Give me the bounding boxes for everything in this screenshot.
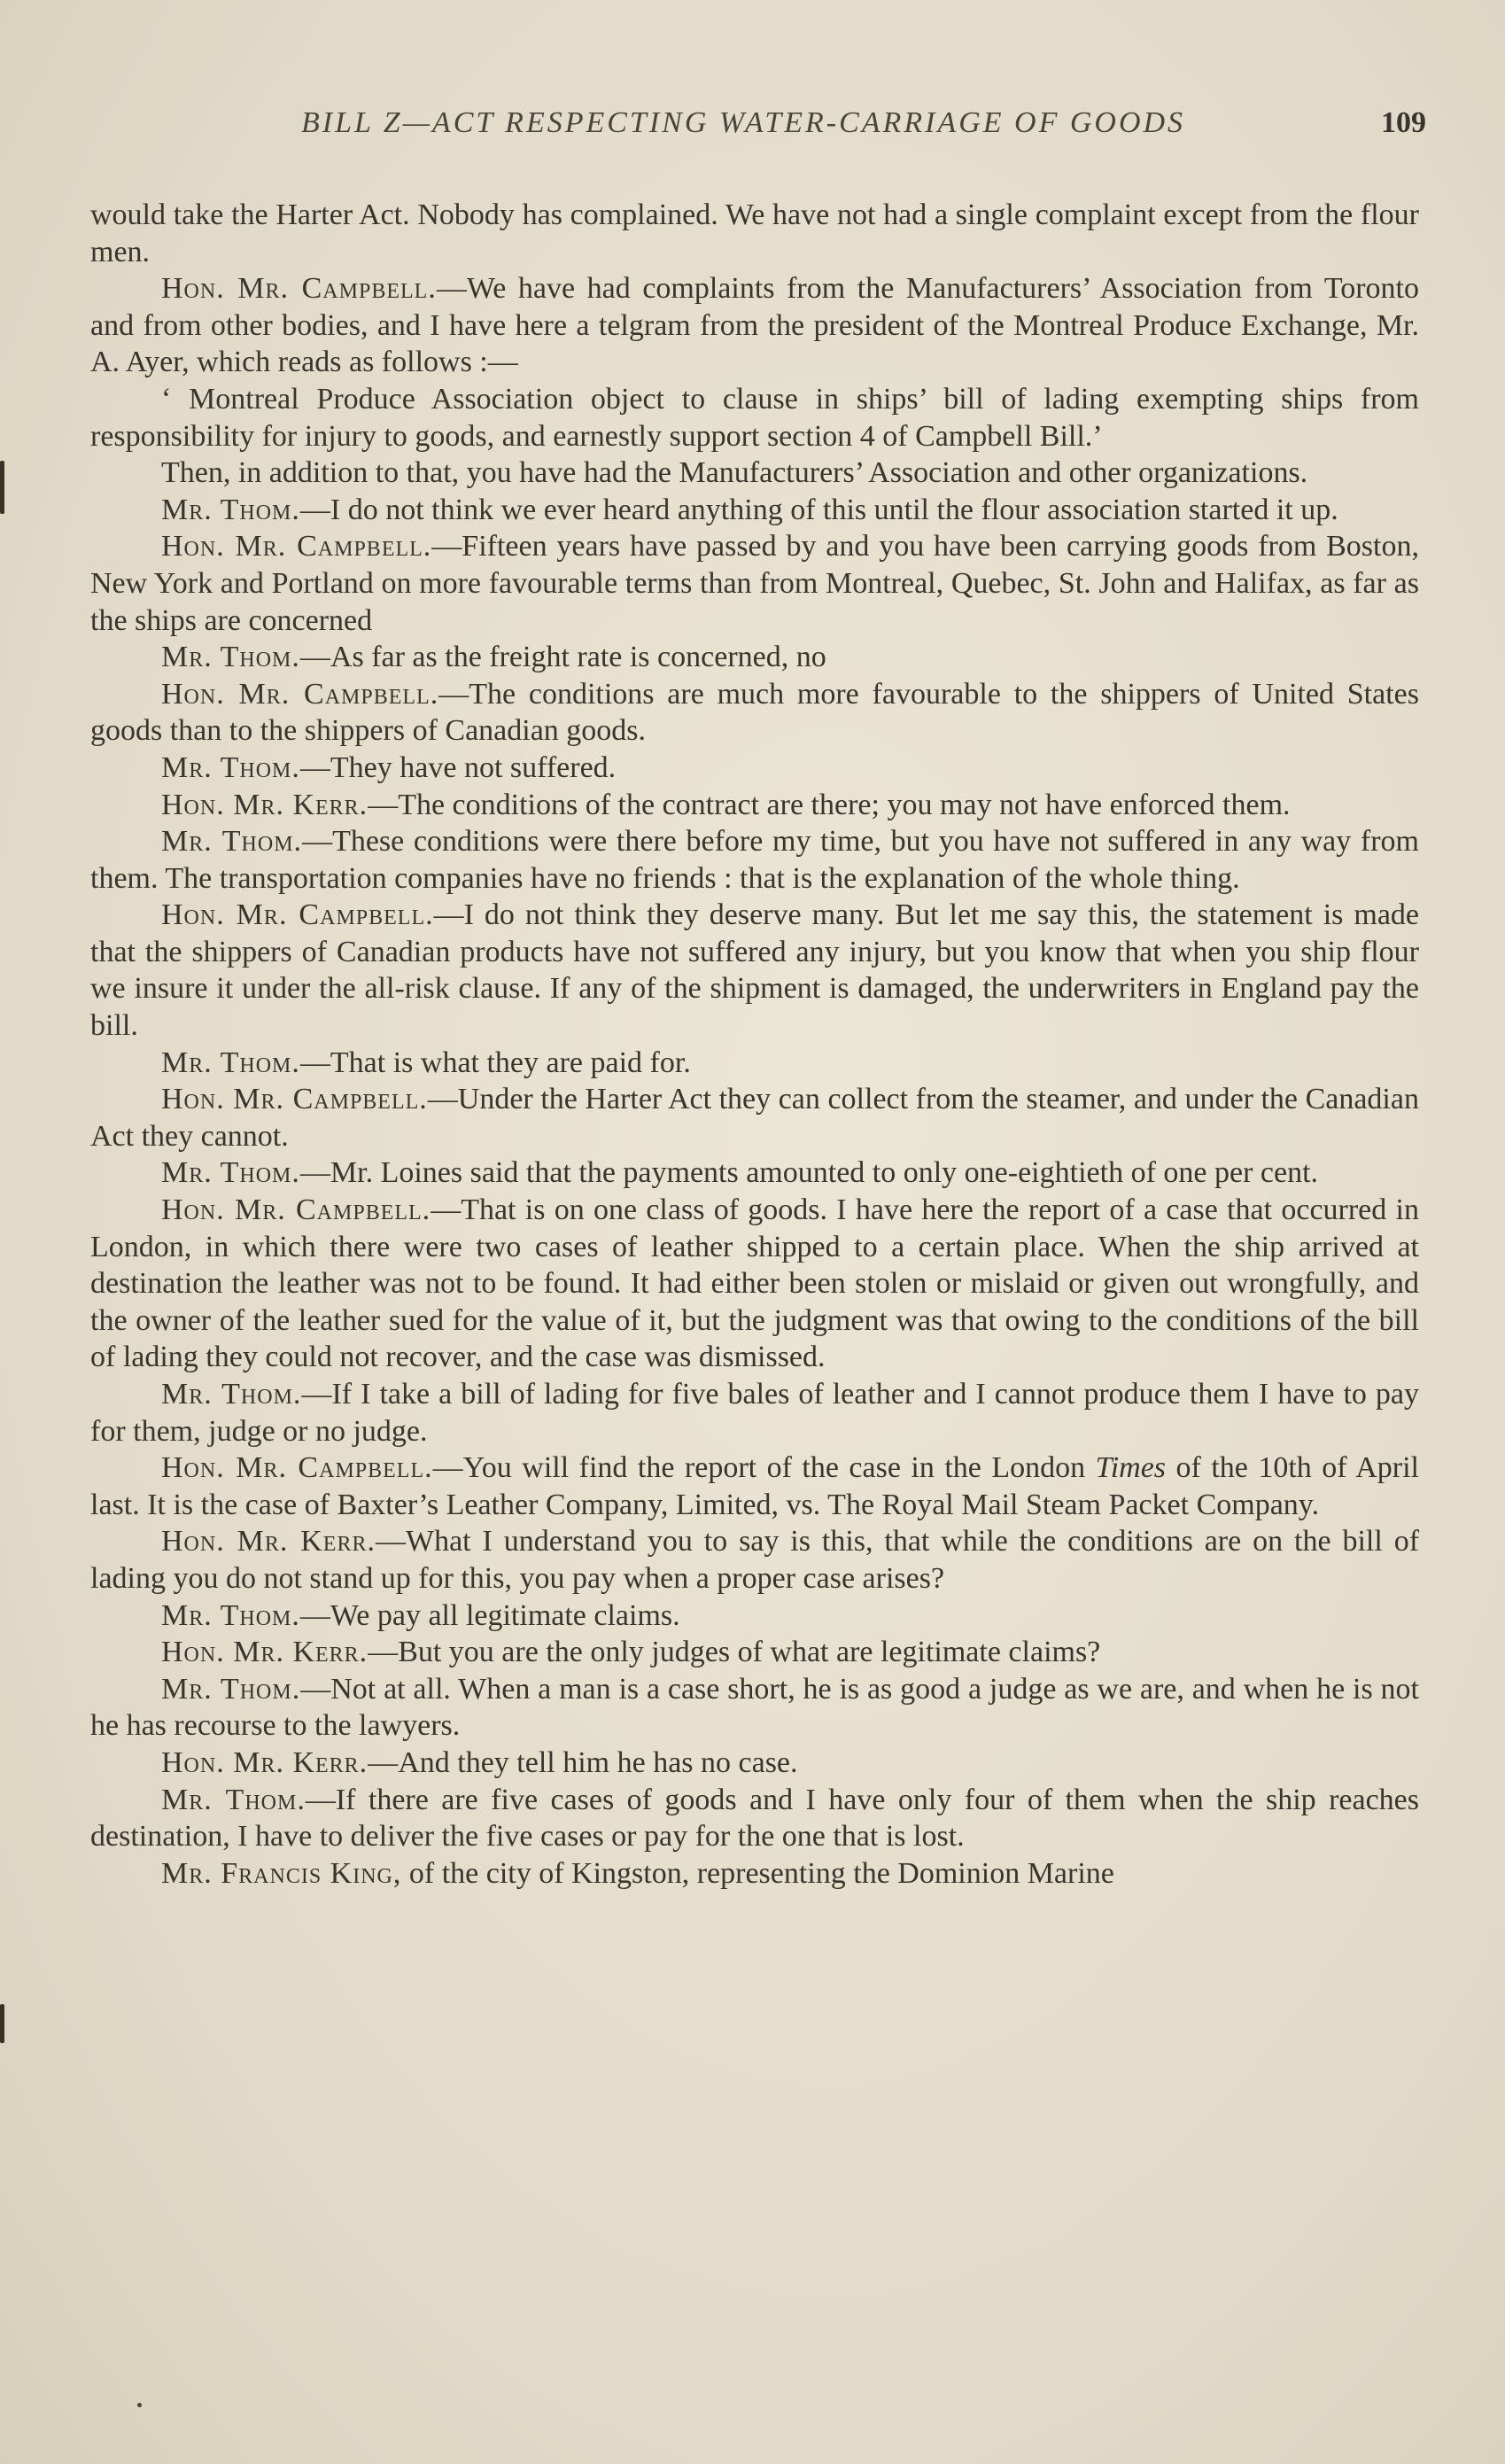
paragraph-text: —That is what they are paid for. xyxy=(299,1045,691,1079)
paragraph xyxy=(90,492,1419,529)
paragraph xyxy=(90,455,1419,492)
paragraph xyxy=(90,1782,1419,1855)
speaker-name: Hon. Mr. Campbell. xyxy=(161,1451,433,1485)
paragraph xyxy=(90,270,1419,381)
paragraph-text: Then, in addition to that, you have had the Manufacturers’ Association and other organizations. xyxy=(161,456,1308,490)
paragraph xyxy=(90,1192,1419,1376)
paragraph xyxy=(90,1450,1419,1523)
paragraph xyxy=(90,1154,1419,1192)
paragraph-text: —That is on one class of goods. I have here the report of a case that occurred in London, in which there were two cases of leather shipped to a certain place. When the ship arrived at destination the leather was not to be found. It had either been stolen or mislaid or given out wrongfully, and the owner of the leather sued for the value of it, but the judgment was that owing to the conditions of the bill of lading they could not recover, and the case was dismissed. xyxy=(90,1193,1419,1374)
speaker-name: Mr. Thom. xyxy=(161,1378,302,1411)
paragraph xyxy=(90,1081,1419,1154)
paragraph-text: —We pay all legitimate claims. xyxy=(299,1598,680,1632)
speaker-name: Hon. Mr. Campbell. xyxy=(161,272,437,306)
speaker-name: Mr. Thom. xyxy=(161,1156,300,1190)
paragraph xyxy=(90,1597,1419,1635)
speck-mark xyxy=(137,2403,142,2407)
paragraph xyxy=(90,1523,1419,1597)
paragraph xyxy=(90,528,1419,639)
paragraph-text: —The conditions of the contract are there; you may not have enforced them. xyxy=(368,788,1291,821)
speaker-name: Mr. Francis King, xyxy=(161,1856,402,1890)
speaker-name: Mr. Thom. xyxy=(161,1598,300,1632)
page-header xyxy=(301,106,1426,159)
speaker-name: Hon. Mr. Campbell. xyxy=(161,1083,428,1116)
speaker-name: Hon. Mr. Campbell. xyxy=(161,1193,431,1227)
page-edge-mark-top xyxy=(0,461,4,514)
paragraph-text: —And they tell him he has no case. xyxy=(368,1745,798,1779)
speaker-name: Hon. Mr. Kerr. xyxy=(161,1525,376,1558)
speaker-name: Mr. Thom. xyxy=(161,1783,306,1816)
paragraph-text: —Fifteen years have passed by and you have been carrying goods from Boston, New York and Portland on more favourable terms than from Montreal, Quebec, St. John and Halifax, as far as the ships are concerned xyxy=(90,530,1419,637)
paragraph-text: —If I take a bill of lading for five bales of leather and I cannot produce them I have to pay for them, judge or no judge. xyxy=(90,1378,1420,1448)
paragraph xyxy=(90,823,1419,897)
paragraph xyxy=(90,639,1419,676)
running-head: BILL Z—ACT RESPECTING WATER-CARRIAGE OF GOODS xyxy=(301,106,1186,139)
speaker-name: Hon. Mr. Kerr. xyxy=(161,1745,368,1779)
speaker-name: Hon. Mr. Campbell. xyxy=(161,530,432,564)
speaker-name: Hon. Mr. Campbell. xyxy=(161,898,434,932)
speaker-name: Hon. Mr. Kerr. xyxy=(161,1636,368,1669)
paragraph-text: —But you are the only judges of what are legitimate claims? xyxy=(368,1636,1101,1669)
paragraph xyxy=(90,197,1419,270)
paragraph xyxy=(90,897,1419,1044)
speaker-name: Mr. Thom. xyxy=(161,1672,301,1706)
paragraph-text: —What I understand you to say is this, that while the conditions are on the bill of lading you do not stand up for this, you pay when a proper case arises? xyxy=(90,1525,1420,1595)
body-text xyxy=(90,197,1419,1892)
speaker-name: Hon. Mr. Kerr. xyxy=(161,788,368,821)
paragraph-text: —I do not think they deserve many. But let me say this, the statement is made that the shippers of Canadian products have not suffered any injury, but you know that when you ship flour we insure it under the all-risk clause. If any of the shipment is damaged, the underwriters in England pay the bill. xyxy=(90,898,1419,1043)
speaker-name: Mr. Thom. xyxy=(161,825,303,859)
paragraph xyxy=(90,381,1419,455)
paragraph-text: —Mr. Loines said that the payments amounted to only one-eightieth of one per cent. xyxy=(299,1156,1319,1190)
paragraph xyxy=(90,1045,1419,1082)
paragraph-text: —Under the Harter Act they can collect from the steamer, and under the Canadian Act they cannot. xyxy=(90,1083,1419,1153)
paragraph-text: ‘ Montreal Produce Association object to clause in ships’ bill of lading exempting ships from responsibility for injury to goods, and earnestly support section 4 of Campbell Bill.’ xyxy=(90,382,1419,453)
paragraph-text: —The conditions are much more favourable to the shippers of United States goods than to the shippers of Canadian goods. xyxy=(90,677,1419,748)
paragraph xyxy=(90,750,1419,787)
paragraph xyxy=(90,787,1419,824)
italic-text: Times xyxy=(1095,1451,1167,1485)
speaker-name: Mr. Thom. xyxy=(161,750,300,784)
paragraph xyxy=(90,1855,1419,1893)
paragraph-text: —I do not think we ever heard anything of this until the flour association started it up. xyxy=(299,493,1338,526)
paragraph-text: —As far as the freight rate is concerned, no xyxy=(299,641,826,674)
paragraph-text: —You will find the report of the case in the London xyxy=(432,1451,1096,1485)
speaker-name: Hon. Mr. Campbell. xyxy=(161,677,439,711)
paragraph xyxy=(90,676,1419,750)
paragraph-text: —They have not suffered. xyxy=(299,750,617,784)
paragraph-text: —These conditions were there before my time, but you have not suffered in any way from them. The transportation companies have no friends : that is the explanation of the whole thing. xyxy=(90,825,1419,895)
paragraph xyxy=(90,1745,1419,1782)
paragraph xyxy=(90,1634,1419,1671)
paragraph-text: —We have had complaints from the Manufacturers’ Association from Toronto and from other bodies, and I have here a telgram from the president of the Montreal Produce Exchange, Mr. A. Ayer, which reads as follows :— xyxy=(90,272,1419,379)
speaker-name: Mr. Thom. xyxy=(161,641,300,674)
paragraph-text: —Not at all. When a man is a case short, he is as good a judge as we are, and when he is not he has recourse to the lawyers. xyxy=(90,1672,1419,1743)
page-edge-mark-bottom xyxy=(0,2004,4,2043)
paragraph xyxy=(90,1376,1419,1450)
paragraph-text: would take the Harter Act. Nobody has complained. We have not had a single complaint except from the flour men. xyxy=(90,198,1419,268)
paragraph-text-after: of the 10th of April last. It is the case of Baxter’s Leather Company, Limited, vs. The Royal Mail Steam Packet Company. xyxy=(90,1451,1419,1521)
paragraph-text: of the city of Kingston, representing the Dominion Marine xyxy=(401,1856,1114,1890)
page-number: 109 xyxy=(1381,106,1426,139)
speaker-name: Mr. Thom. xyxy=(161,493,300,526)
paragraph-text: —If there are five cases of goods and I have only four of them when the ship reaches destination, I have to deliver the five cases or pay for the one that is lost. xyxy=(90,1783,1419,1854)
paragraph xyxy=(90,1671,1419,1745)
speaker-name: Mr. Thom. xyxy=(161,1045,300,1079)
